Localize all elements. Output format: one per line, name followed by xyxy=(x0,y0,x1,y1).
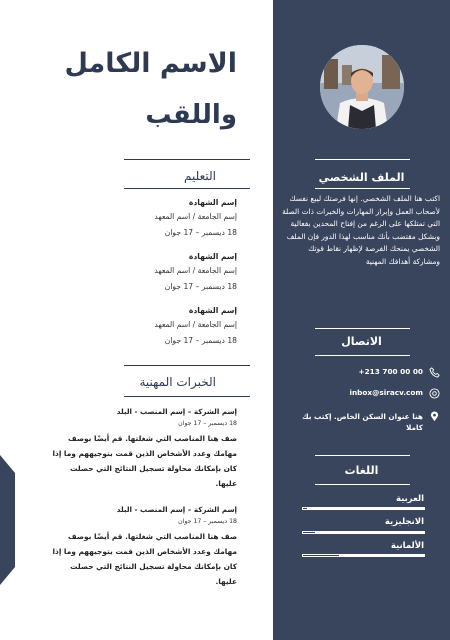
education-title: التعليم xyxy=(184,169,216,183)
divider xyxy=(315,188,410,189)
education-date: 18 ديسمبر – 17 جوان xyxy=(164,336,237,345)
email-icon xyxy=(429,388,440,399)
full-name: الاسم الكامل xyxy=(64,48,237,79)
language-level-fill xyxy=(315,532,424,533)
address-text: هنا عنوان السكن الخاص. إكتب بك كاملا xyxy=(301,412,423,432)
decorative-corner-shape xyxy=(0,455,15,585)
divider xyxy=(315,159,410,160)
contact-email[interactable] xyxy=(285,388,440,408)
job-title: إسم الشركة – إسم المنصب - البلد xyxy=(116,407,237,416)
surname: واللقب xyxy=(145,100,237,130)
divider xyxy=(124,188,250,189)
divider xyxy=(124,365,250,366)
school-name: إسم الجامعة / اسم المعهد xyxy=(154,320,237,329)
language-level-fill xyxy=(339,555,424,556)
language-level-fill xyxy=(307,508,424,509)
experience-title: الخبرات المهنية xyxy=(139,375,216,389)
language-level-bar xyxy=(302,554,425,557)
contact-heading: الاتصال xyxy=(341,335,382,348)
experience-entry xyxy=(47,406,237,491)
language-level-bar xyxy=(302,531,425,534)
language-name: الانجليزية xyxy=(384,517,424,527)
degree-name: إسم الشهادة xyxy=(188,306,237,315)
school-name: إسم الجامعة / اسم المعهد xyxy=(154,212,237,221)
degree-name: إسم الشهادة xyxy=(188,252,237,261)
profile-heading: الملف الشخصي xyxy=(318,171,405,184)
school-name: إسم الجامعة / اسم المعهد xyxy=(154,266,237,275)
education-date: 18 ديسمبر – 17 جوان xyxy=(164,282,237,291)
job-description: صف هنا المناصب التي شغلتها. قم أيضًا بوصف مهامك وعدد الأشخاص الذين قمت بتوجيههم وما إذا كان بإمكانك محاولة تسجيل النتائج التي حصلت عليها. xyxy=(52,532,237,586)
divider xyxy=(124,159,250,160)
languages-heading: اللغات xyxy=(344,464,379,477)
divider xyxy=(315,328,410,329)
email-address: inbox@siracv.com xyxy=(349,388,423,397)
divider xyxy=(315,355,410,356)
contact-phone[interactable] xyxy=(285,367,440,387)
divider xyxy=(315,484,410,485)
profile-photo xyxy=(320,45,404,129)
divider xyxy=(124,396,250,397)
language-name: الألمانية xyxy=(390,541,424,551)
location-pin-icon xyxy=(429,411,440,422)
experience-entry xyxy=(47,504,237,589)
education-entry xyxy=(87,251,237,295)
language-level-bar xyxy=(302,507,425,510)
education-entry xyxy=(87,197,237,241)
contact-address xyxy=(285,411,440,435)
education-date: 18 ديسمبر – 17 جوان xyxy=(164,228,237,237)
divider xyxy=(315,455,410,456)
degree-name: إسم الشهادة xyxy=(188,198,237,207)
phone-icon xyxy=(429,367,440,378)
job-title: إسم الشركة – إسم المنصب - البلد xyxy=(116,505,237,514)
sidebar xyxy=(273,0,450,640)
job-description: صف هنا المناصب التي شغلتها. قم أيضًا بوصف مهامك وعدد الأشخاص الذين قمت بتوجيههم وما إذا كان بإمكانك محاولة تسجيل النتائج التي حصلت عليها. xyxy=(52,434,237,488)
job-date: 18 ديسمبر – 17 جوان xyxy=(178,420,237,427)
job-date: 18 ديسمبر – 17 جوان xyxy=(178,518,237,525)
profile-text: اكتب هنا الملف الشخصي. إنها فرصتك ليبع نفسك لأصحاب العمل وإبراز المهارات والخبرات ذات الصلة التي تمتلكها على الرغم من إفتاح المحدين بفعالية وبشكل مقتضب بأنك مناسب لهذا الدور فإن الملف الشخصي يمنحك الفرصة لإظهار نقاط قوتك ومشاركة أهدافك المهنية xyxy=(282,194,440,266)
education-entry xyxy=(87,305,237,349)
language-name: العربية xyxy=(395,494,424,504)
phone-number: +213 700 00 00 xyxy=(358,367,423,376)
